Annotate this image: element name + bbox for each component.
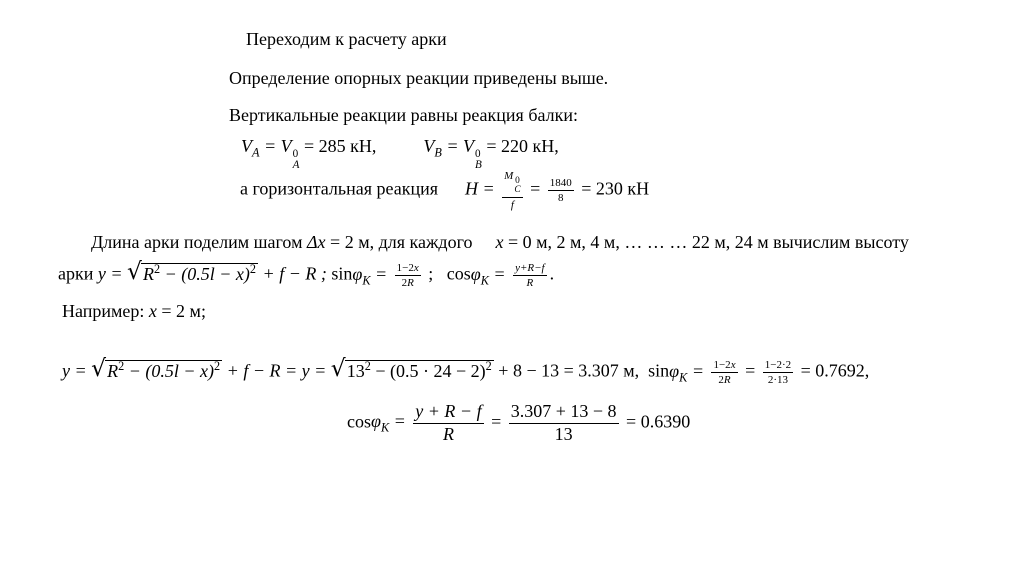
fraction-cos: $\frac{y+R-f}{R}$ [515, 262, 545, 290]
fraction-1840-8: $\frac{1840}{8}$ [549, 176, 572, 205]
formula-vertical-reactions [241, 137, 559, 171]
paragraph-vertical-reactions: Вертикальные реакции равны реакция балки: [229, 105, 578, 125]
horizontal-label: а горизонтальная реакция [240, 178, 439, 199]
fraction-cos-values: $\frac{3.307 + 13 - 8}{13}$ [510, 401, 617, 444]
paragraph-support-reactions: Определение опорных реакции приведены выше. [229, 68, 609, 88]
formula-horizontal-reaction: а горизонтальная реакция H = M 0 C f = $\frac{1840}{8}$ = 230 кН [240, 170, 650, 211]
formula-vb: $V_B = V$ 0 B [423, 136, 482, 172]
fraction-mc-f: M 0 C f [504, 170, 521, 211]
fraction-sin-values: $\frac{1-2\cdot 2}{2\cdot 13}$ [764, 359, 792, 387]
formula-va: $V_A = V$ 0 A [241, 136, 300, 172]
va-value: = 285 кН, [303, 136, 377, 156]
formula-calculation-cos: cosφ$_K$ = $\frac{y + R - f}{R}$ = $\frac{3.307 + 13 - 8}{13}$ = 0.6390 [347, 401, 691, 444]
sin-result: = 0.7692, [800, 360, 870, 381]
sqrt-expression: √ $R^2 - (0.5l - x)^2$ [129, 263, 258, 283]
formula-h: H = [465, 178, 495, 199]
formula-arch-height: арки y = √ $R^2 - (0.5l - x)^2 + f - R$ ; sinφ$_K$ = $\frac{1-2x}{2R}$ ; cosφ$_K$ = $\frac{y+R-f}{R}$ . [58, 262, 554, 289]
formula-calculation-y: y = √ $R^2 - (0.5l - x)^2 + f - R = y$ = √ $13^2 - (0.5 \cdot 24 - 2)^2 + 8 - 13 = 3.307$ м, sinφ$_K$ = $\frac{1-2x}{2R}$ = $\frac{1-2\cdot 2}{2\cdot 13}$ = 0.7692, [62, 359, 869, 386]
paragraph-arch-length: Длина арки поделим шагом Δx = 2 м, для каждого x = 0 м, 2 м, 4 м, … … … 22 м, 24 м вычислим высоту [91, 232, 909, 252]
h-result: = 230 кН [581, 178, 650, 199]
y-result: = 3.307 м, [563, 360, 640, 381]
vb-value: = 220 кН, [486, 136, 559, 156]
page-title: Переходим к расчету арки [246, 29, 447, 49]
fraction-sin: $\frac{1-2x}{2R}$ [396, 262, 419, 290]
cos-result: = 0.6390 [626, 411, 691, 432]
paragraph-example: Например: x = 2 м; [62, 301, 206, 321]
